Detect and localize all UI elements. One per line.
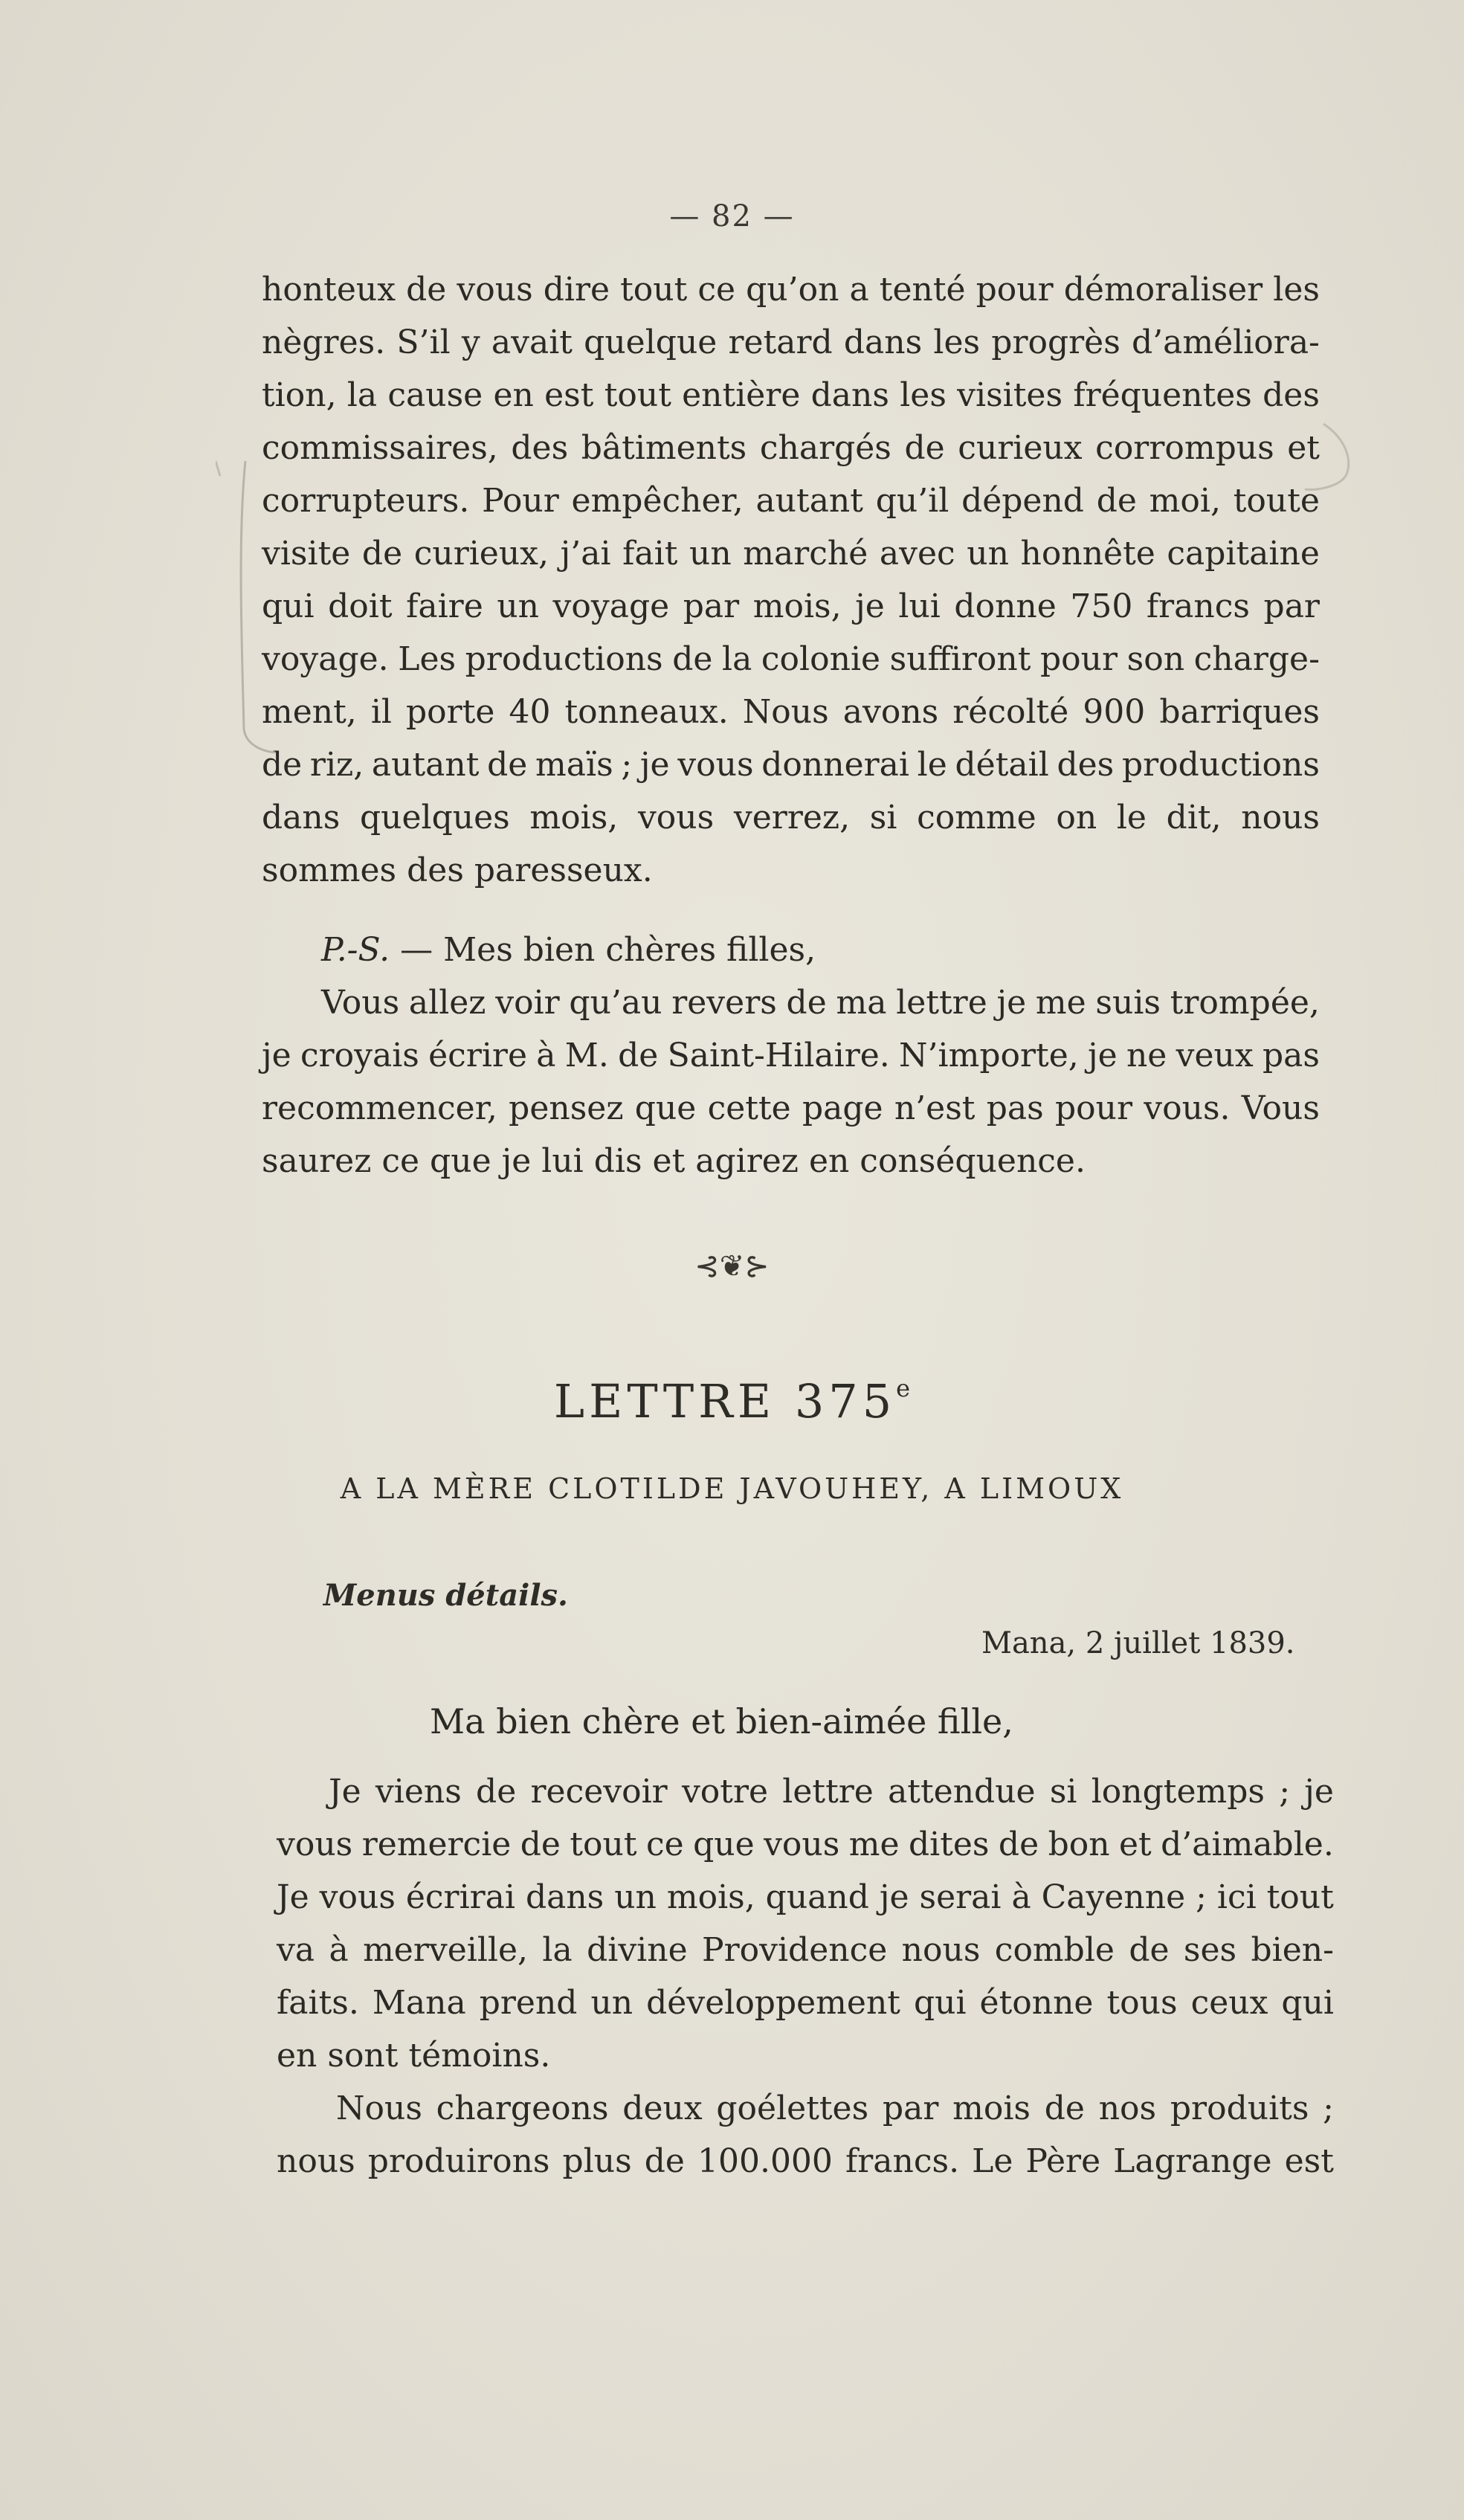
text-line: recommencer, pensez que cette page n’est pas pour vous. Vous bbox=[262, 1089, 1320, 1127]
letter-addressee: A LA MÈRE CLOTILDE JAVOUHEY, A LIMOUX bbox=[340, 1472, 1124, 1505]
text-line: visite de curieux, j’ai fait un marché avec un honnête capitaine bbox=[262, 535, 1320, 573]
text-line: Je viens de recevoir votre lettre attendue si longtemps ; je bbox=[329, 1773, 1334, 1811]
text-line: Nous chargeons deux goélettes par mois de nos produits ; bbox=[336, 2089, 1334, 2127]
text-line: ment, il porte 40 tonneaux. Nous avons récolté 900 barriques bbox=[262, 693, 1320, 731]
section-ornament: ⊰❦⊱ bbox=[694, 1249, 770, 1283]
text-line: voyage. Les productions de la colonie suffiront pour son charge- bbox=[262, 640, 1320, 678]
text-line: dans quelques mois, vous verrez, si comme on le dit, nous bbox=[262, 799, 1320, 837]
text-line: commissaires, des bâtiments chargés de curieux corrompus et bbox=[262, 429, 1320, 467]
text-line: saurez ce que je lui dis et agirez en conséquence. bbox=[262, 1142, 1086, 1180]
text-line: faits. Mana prend un développement qui étonne tous ceux qui bbox=[277, 1984, 1334, 2022]
text-line: nègres. S’il y avait quelque retard dans les progrès d’améliora- bbox=[262, 323, 1320, 361]
text-line: je croyais écrire à M. de Saint-Hilaire. N’importe, je ne veux pas bbox=[262, 1037, 1320, 1074]
text-line: Vous allez voir qu’au revers de ma lettre je me suis trompée, bbox=[321, 984, 1320, 1022]
postscript-label: P.-S. bbox=[321, 931, 390, 969]
postscript-greeting: — Mes bien chères filles, bbox=[400, 931, 816, 969]
text-line: nous produirons plus de 100.000 francs. Le Père Lagrange est bbox=[277, 2142, 1334, 2180]
text-line: sommes des paresseux. bbox=[262, 851, 653, 889]
letter-dateline: Mana, 2 juillet 1839. bbox=[981, 1626, 1295, 1660]
text-line: Je vous écrirai dans un mois, quand je serai à Cayenne ; ici tout bbox=[277, 1878, 1334, 1916]
text-line: tion, la cause en est tout entière dans les visites fréquentes des bbox=[262, 376, 1320, 414]
letter-title: LETTRE 375e bbox=[553, 1374, 911, 1428]
letter-subject: Menus détails. bbox=[323, 1578, 568, 1613]
text-line: en sont témoins. bbox=[277, 2037, 551, 2075]
text-line: de riz, autant de maïs ; je vous donnerai le détail des productions bbox=[262, 746, 1320, 784]
text-line: vous remercie de tout ce que vous me dites de bon et d’aimable. bbox=[277, 1825, 1334, 1863]
text-line: qui doit faire un voyage par mois, je lui donne 750 francs par bbox=[262, 587, 1320, 625]
text-line: corrupteurs. Pour empêcher, autant qu’il dépend de moi, toute bbox=[262, 482, 1320, 520]
postscript-opening bbox=[321, 931, 816, 969]
text-line: honteux de vous dire tout ce qu’on a tenté pour démoraliser les bbox=[262, 271, 1320, 309]
letter-salutation: Ma bien chère et bien-aimée fille, bbox=[430, 1701, 1013, 1741]
text-line: va à merveille, la divine Providence nous comble de ses bien- bbox=[277, 1931, 1334, 1969]
page-number: — 82 — bbox=[669, 199, 795, 233]
